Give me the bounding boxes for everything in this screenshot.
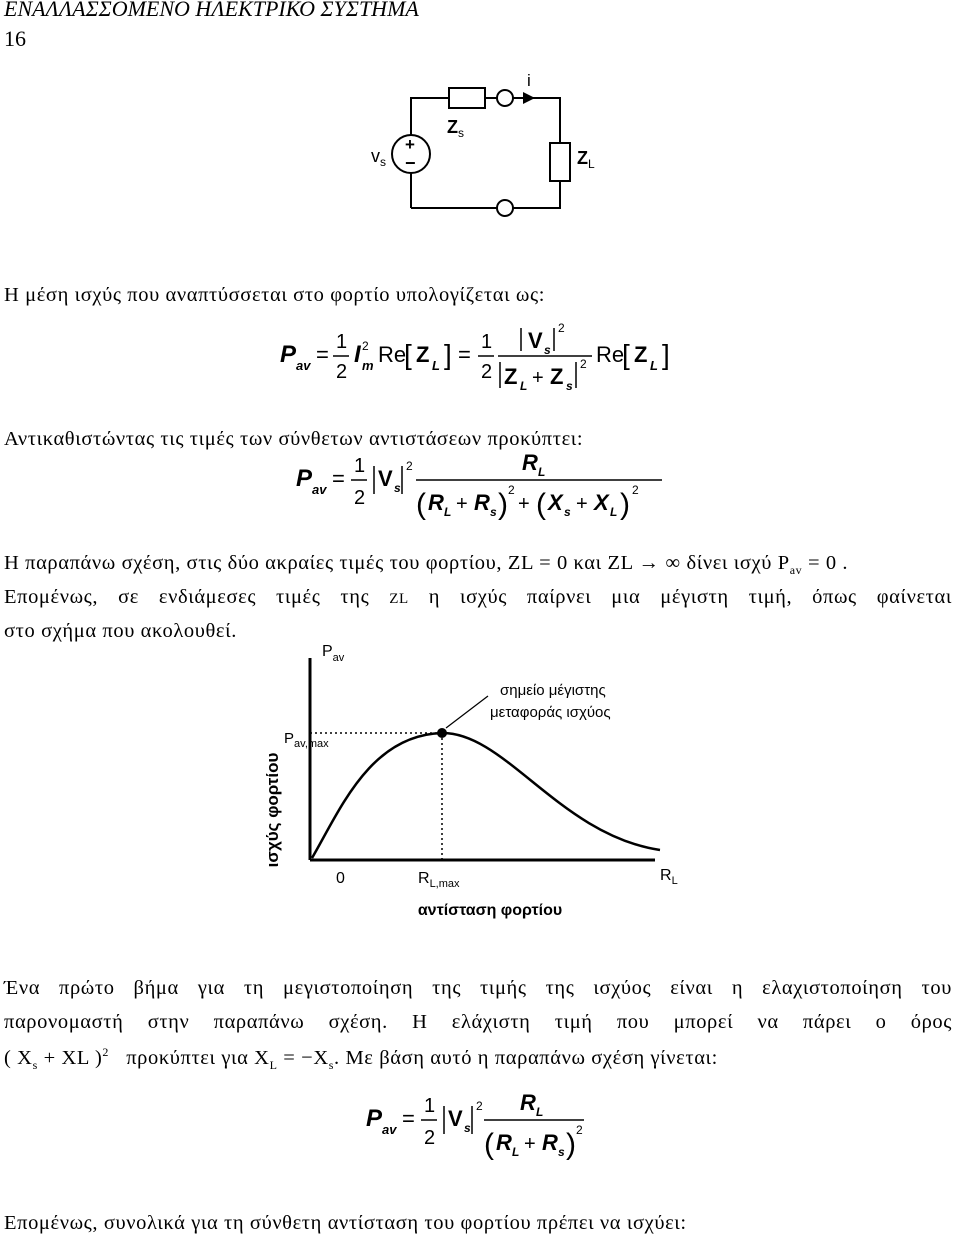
svg-text:+: + <box>456 493 468 515</box>
svg-text:s: s <box>564 505 571 519</box>
annotation-line2: μεταφοράς ισχύος <box>490 704 611 721</box>
svg-text:L: L <box>520 379 528 393</box>
source-label: $v_s$ <box>371 146 386 169</box>
paragraph-conclusion: Επομένως, συνολικά για τη σύνθετη αντίσταση του φορτίου πρέπει να ισχύει: <box>4 1212 687 1234</box>
running-header: ΕΝΑΛΛΑΣΣΟΜΕΝΟ ΗΛΕΚΤΡΙΚΟ ΣΥΣΤΗΜΑ <box>4 0 419 21</box>
p3-text-b: δίνει ισχύ P <box>686 552 790 574</box>
svg-text:2: 2 <box>354 487 366 509</box>
svg-text:1: 1 <box>336 331 348 353</box>
svg-text:+: + <box>532 367 544 389</box>
p4-zl: ZL <box>389 591 409 607</box>
svg-text:V: V <box>378 466 393 491</box>
svg-text:2: 2 <box>632 483 639 497</box>
paragraph-extreme-values <box>4 552 956 578</box>
svg-text:s: s <box>558 1145 565 1159</box>
p3-sub: av <box>789 563 803 578</box>
svg-text:I: I <box>354 341 361 368</box>
svg-text:=: = <box>458 342 471 367</box>
svg-text:s: s <box>544 343 551 357</box>
current-arrow <box>523 92 535 104</box>
p4-text-a: Επομένως, σε ενδιάμεσες τιμές της <box>4 586 370 608</box>
svg-text:m: m <box>362 358 374 373</box>
svg-text:(: ( <box>536 488 546 521</box>
svg-text:1: 1 <box>424 1095 436 1117</box>
svg-text:+: + <box>576 493 588 515</box>
svg-text:2: 2 <box>558 321 565 335</box>
svg-text:[: [ <box>622 339 630 370</box>
p4-text-b: η ισχύς παίρνει μια μέγιστη τιμή, όπως φαίνεται <box>428 586 952 608</box>
page-number: 16 <box>4 26 26 51</box>
svg-text:V: V <box>448 1106 463 1131</box>
zl-impedance <box>550 143 570 181</box>
svg-text:L: L <box>512 1145 520 1159</box>
svg-text:V: V <box>528 328 543 353</box>
svg-text:R: R <box>474 490 490 515</box>
svg-text:): ) <box>498 488 508 521</box>
circuit-wire-load <box>505 98 560 143</box>
y-axis-title: ισχύς φορτίου <box>263 752 282 868</box>
svg-text:Z: Z <box>550 364 564 389</box>
x-axis-label: $R_L$ <box>660 867 678 887</box>
power-curve-figure <box>250 640 700 925</box>
svg-text:Z: Z <box>504 364 518 389</box>
zs-impedance <box>449 88 485 108</box>
svg-text:]: ] <box>444 339 452 370</box>
svg-text:L: L <box>536 1105 544 1119</box>
svg-text:R: R <box>542 1130 558 1155</box>
terminal-top <box>497 90 513 106</box>
paragraph-figure-intro: στο σχήμα που ακολουθεί. <box>4 620 237 642</box>
source-plus: + <box>405 135 415 154</box>
svg-text:1: 1 <box>354 455 366 477</box>
terminal-bottom <box>497 200 513 216</box>
p8-e: . Με βάση αυτό η παραπάνω σχέση γίνεται: <box>334 1046 718 1069</box>
paragraph-substitution: Αντικαθιστώντας τις τιμές των σύνθετων αντιστάσεων προκύπτει: <box>4 428 584 450</box>
svg-text:s: s <box>490 505 497 519</box>
source-minus: − <box>405 153 416 173</box>
p8-c: προκύπτει για X <box>126 1046 270 1069</box>
svg-text:s: s <box>394 481 401 495</box>
svg-text:Re: Re <box>378 342 407 367</box>
p8-L: L <box>269 1057 278 1072</box>
svg-text:=: = <box>316 342 329 367</box>
circuit-diagram <box>355 68 605 238</box>
svg-text:=: = <box>332 466 345 491</box>
svg-text:=: = <box>402 1106 415 1131</box>
zl-label: $Z_L$ <box>577 148 595 171</box>
svg-text:2: 2 <box>580 357 587 371</box>
origin-label: 0 <box>336 870 345 887</box>
svg-text:R: R <box>522 450 538 475</box>
equation-power-expanded <box>292 448 672 522</box>
svg-text:2: 2 <box>476 1099 483 1113</box>
svg-text:[: [ <box>404 339 412 370</box>
svg-text:): ) <box>620 488 630 521</box>
svg-text:Z: Z <box>634 342 648 367</box>
paragraph-average-power: Η μέση ισχύς που αναπτύσσεται στο φορτίο υπολογίζεται ως: <box>4 284 546 306</box>
svg-text:s: s <box>566 379 573 393</box>
zs-label: $Z_s$ <box>447 117 464 140</box>
svg-text:av: av <box>296 358 311 373</box>
svg-text:+: + <box>518 493 530 515</box>
svg-text:L: L <box>650 358 658 373</box>
svg-text:2: 2 <box>362 339 369 353</box>
current-label: i <box>527 71 531 90</box>
annotation-leader <box>446 696 488 728</box>
svg-text:X: X <box>594 490 609 515</box>
paragraph-first-step: Ένα πρώτο βήμα για τη μεγιστοποίηση της τιμής της ισχύος είναι η ελαχιστοποίηση του <box>4 977 952 999</box>
svg-text:2: 2 <box>336 361 348 383</box>
svg-text:L: L <box>444 505 452 519</box>
p8-d: = −X <box>283 1046 329 1069</box>
p8-s: s <box>32 1057 38 1072</box>
equation-power-simplified <box>362 1086 592 1166</box>
svg-text:L: L <box>538 465 546 479</box>
svg-text:Re: Re <box>596 342 625 367</box>
svg-text:2: 2 <box>406 459 413 473</box>
infinity-symbol: ∞ <box>665 552 681 574</box>
svg-text:(: ( <box>484 1128 494 1161</box>
rmax-label: $R_{L,max}$ <box>418 870 460 890</box>
p8-a: ( X <box>4 1046 33 1069</box>
svg-text:R: R <box>496 1130 512 1155</box>
p3-text-c: = 0 . <box>807 552 849 574</box>
circuit-wire-load-bottom <box>505 181 560 208</box>
svg-text:P: P <box>366 1105 383 1132</box>
svg-text:av: av <box>382 1122 397 1137</box>
x-axis-title: αντίσταση φορτίου <box>417 902 563 919</box>
y-axis-label: $P_{av}$ <box>322 643 345 664</box>
svg-text:R: R <box>428 490 444 515</box>
svg-text:L: L <box>610 505 618 519</box>
svg-text:s: s <box>464 1121 471 1135</box>
paragraph-denominator: παρονομαστή στην παραπάνω σχέση. Η ελάχιστη τιμή που μπορεί να πάρει ο όρος <box>4 1011 952 1033</box>
svg-text:2: 2 <box>576 1123 583 1137</box>
svg-text:]: ] <box>662 339 670 370</box>
p8-b: + XL ) <box>43 1046 103 1069</box>
svg-text:av: av <box>312 482 327 497</box>
p3-text: Η παραπάνω σχέση, στις δύο ακραίες τιμές του φορτίου, ZL = 0 και ZL → <box>4 552 660 574</box>
annotation-line1: σημείο μέγιστης <box>500 682 606 699</box>
pmax-label: $P_{av,max}$ <box>284 730 329 750</box>
svg-text:(: ( <box>416 488 426 521</box>
svg-text:2: 2 <box>481 361 493 383</box>
p8-sup: 2 <box>102 1045 109 1059</box>
max-power-point <box>437 728 447 738</box>
power-curve <box>312 733 660 858</box>
svg-text:X: X <box>548 490 563 515</box>
svg-text:2: 2 <box>424 1127 436 1149</box>
svg-text:R: R <box>520 1090 536 1115</box>
svg-text:P: P <box>280 341 297 368</box>
paragraph-intermediate <box>4 586 952 609</box>
svg-text:+: + <box>524 1133 536 1155</box>
svg-text:P: P <box>296 465 313 492</box>
svg-text:Z: Z <box>416 342 430 367</box>
svg-text:L: L <box>432 358 440 373</box>
svg-text:): ) <box>566 1128 576 1161</box>
svg-text:2: 2 <box>508 483 515 497</box>
paragraph-condition <box>4 1045 718 1073</box>
p8-s2: s <box>328 1057 334 1072</box>
equation-average-power <box>276 318 686 398</box>
svg-text:1: 1 <box>481 331 493 353</box>
